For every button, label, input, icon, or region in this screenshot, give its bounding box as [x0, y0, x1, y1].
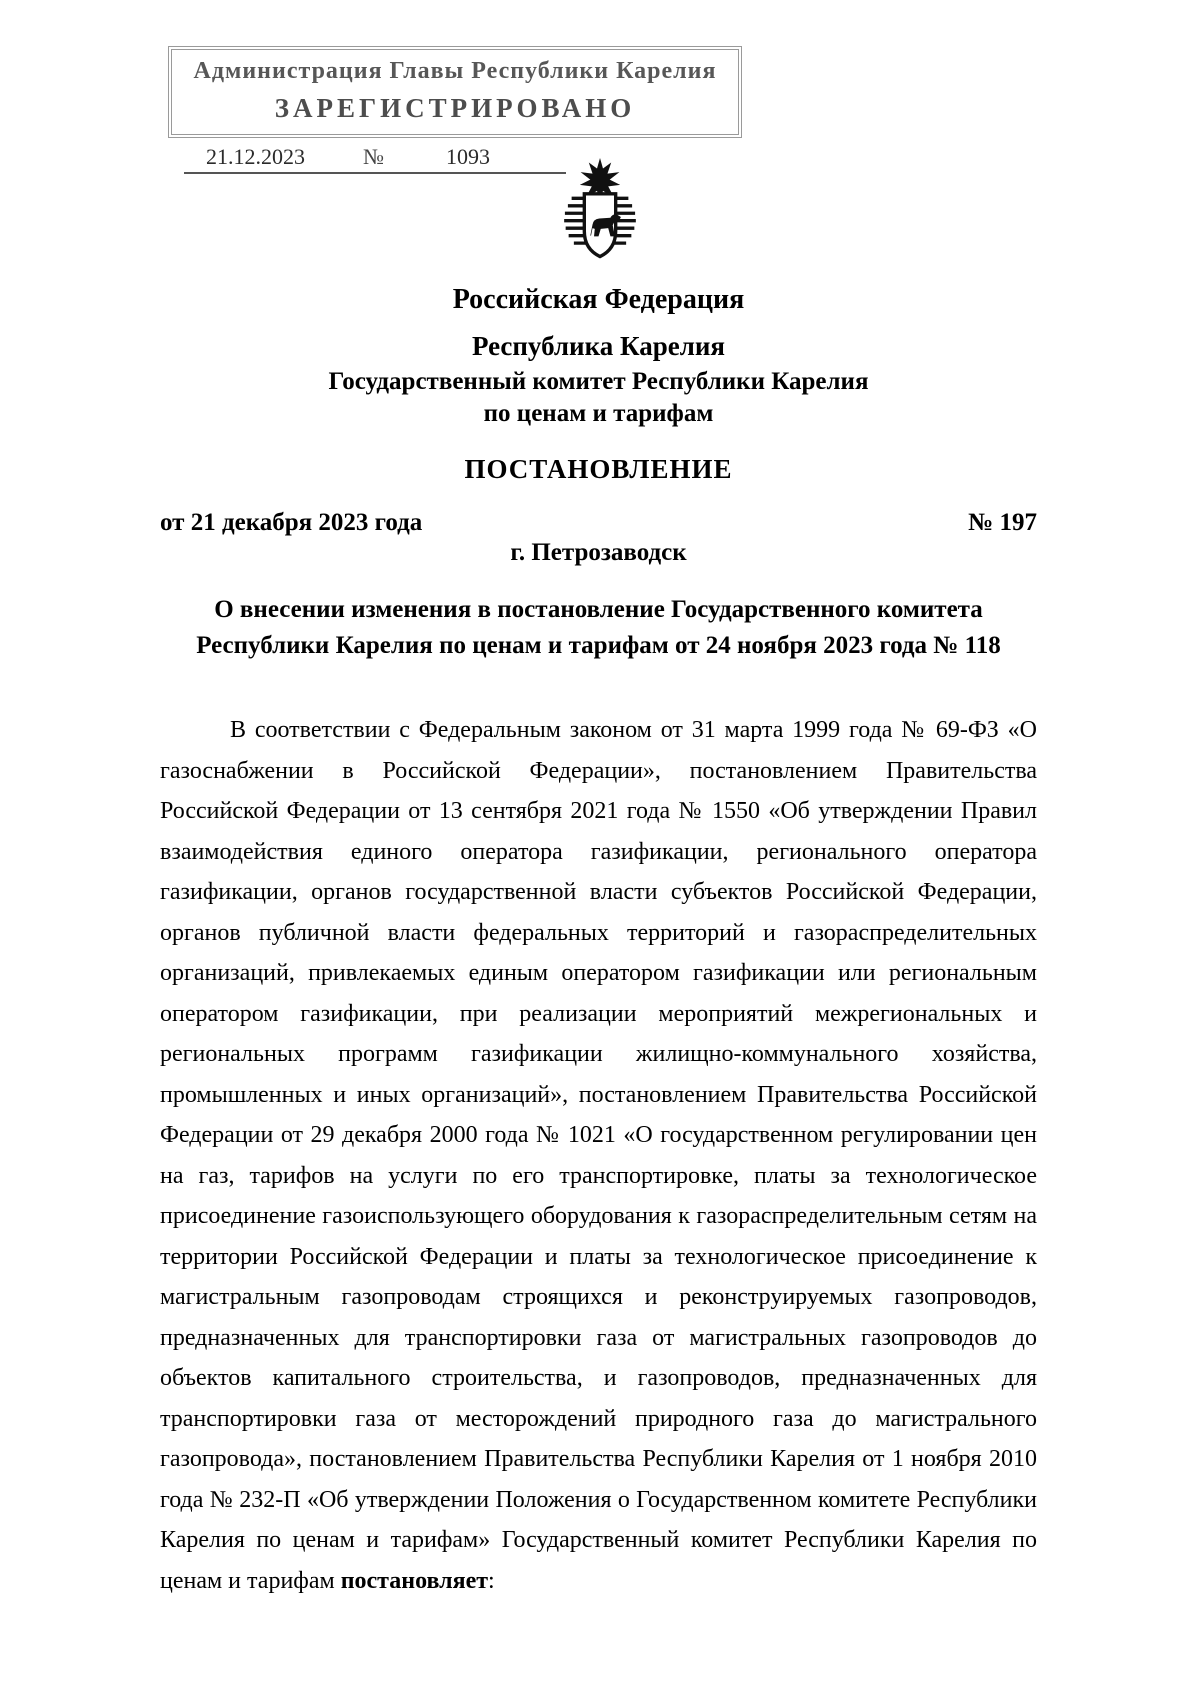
document-meta-row: [160, 509, 1037, 537]
stamp-number-sign: №: [363, 144, 384, 169]
stamp-registration-date: 21.12.2023: [206, 144, 305, 169]
stamp-organization: Администрация Главы Республики Карелия: [193, 58, 717, 84]
header-country: Российская Федерация: [452, 284, 745, 315]
body-tail: :: [488, 1567, 495, 1594]
document-content: [160, 283, 1037, 1601]
document-date: от 21 декабря 2023 года: [160, 509, 423, 536]
header-region: Республика Карелия: [471, 331, 726, 361]
header-committee-line1: Государственный комитет Республики Карелия: [328, 368, 869, 395]
document-number: № 197: [968, 509, 1037, 536]
registration-stamp: [168, 46, 742, 174]
body-paragraph: [160, 710, 1037, 1601]
registration-stamp-frame: [168, 46, 742, 138]
document-city: г. Петрозаводск: [510, 539, 687, 566]
stamp-registration-number: 1093: [446, 144, 490, 169]
header-committee-line2: по ценам и тарифам: [483, 400, 714, 427]
karelia-coat-of-arms-icon: [550, 158, 650, 270]
document-type: ПОСТАНОВЛЕНИЕ: [464, 454, 733, 484]
stamp-fill-line: [184, 144, 566, 174]
document-title: О внесении изменения в постановление Государственного комитета Республики Карелия по ценам и тарифам от 24 ноября 2023 года № 118: [196, 596, 1001, 659]
resolves-word: постановляет: [340, 1567, 489, 1594]
body-text: В соответствии с Федеральным законом от 31 марта 1999 года № 69-ФЗ «О газоснабжении в Российской Федерации», постановлением Правительства Российской Федерации от 13 сентября 2021 года № 1550 «Об утверждении Правил взаимодействия единого оператора газификации, регионального оператора газификации, органов государственной власти субъектов Российской Федерации, органов публичной власти федеральных территорий и газораспределительных организаций, привлекаемых единым оператором газификации или региональным оператором газификации, при реализации мероприятий межрегиональных и региональных программ газификации жилищно-коммунального хозяйства, промышленных и иных организаций», постановлением Правительства Российской Федерации от 29 декабря 2000 года № 1021 «О государственном регулировании цен на газ, тарифов на услуги по его транспортировке, платы за технологическое присоединение газоиспользующего оборудования к газораспределительным сетям на территории Российской Федерации и платы за технологическое присоединение к магистральным газопроводам строящихся и реконструируемых газопроводов, предназначенных для транспортировки газа от магистральных газопроводов до объектов капитального строительства, и газопроводов, предназначенных для транспортировки газа от месторождений природного газа до магистрального газопровода», постановлением Правительства Республики Карелия от 1 ноября 2010 года № 232-П «Об утверждении Положения о Государственном комитете Республики Карелия по ценам и тарифам» Государственный комитет Республики Карелия по ценам и тарифам: [160, 717, 1037, 1594]
stamp-registered-label: ЗАРЕГИСТРИРОВАНО: [274, 93, 636, 123]
